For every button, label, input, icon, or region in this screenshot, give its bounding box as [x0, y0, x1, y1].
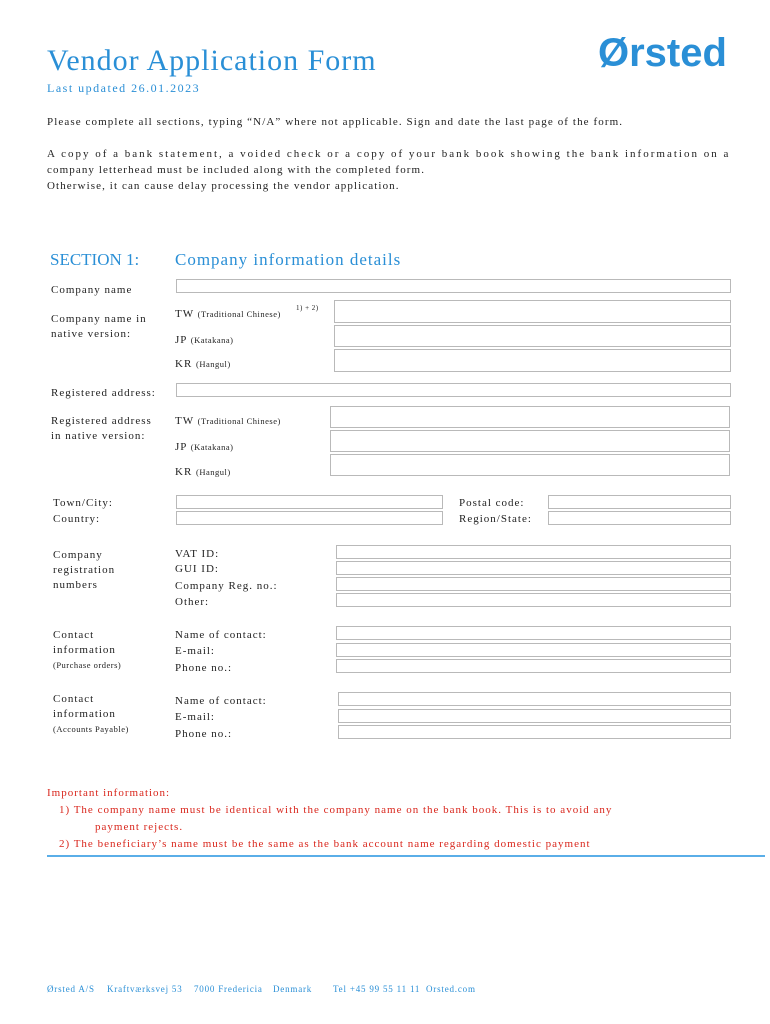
postal-label: Postal code:	[459, 497, 525, 509]
company-reg-field[interactable]	[336, 577, 731, 591]
ap-email-label: E-mail:	[175, 711, 215, 723]
gui-id-label: GUI ID:	[175, 563, 219, 575]
intro-line: Otherwise, it can cause delay processing the vendor application.	[47, 180, 400, 192]
native-kr-label: KR (Hangul)	[175, 358, 231, 370]
important-information	[47, 785, 747, 853]
reg-tw-field[interactable]	[330, 406, 730, 428]
other-field[interactable]	[336, 593, 731, 607]
po-email-field[interactable]	[336, 643, 731, 657]
reg-native-label-1: Registered address	[51, 415, 152, 427]
native-tw-field[interactable]	[334, 300, 731, 323]
reg-kr-field[interactable]	[330, 454, 730, 476]
region-field[interactable]	[548, 511, 731, 525]
contact-po-label: Contact information (Purchase orders)	[53, 629, 122, 670]
intro-paragraph-1: Please complete all sections, typing “N/A” where not applicable. Sign and date the last page of the form.	[47, 116, 624, 128]
other-label: Other:	[175, 596, 210, 608]
reg-tw-label: TW (Traditional Chinese)	[175, 415, 281, 427]
native-name-label: Company name in native version:	[51, 313, 147, 340]
reg-kr-label: KR (Hangul)	[175, 466, 231, 478]
intro-line: A copy of a bank statement, a voided check or a copy of your bank book showing the bank information on a	[47, 148, 731, 160]
divider-line	[47, 855, 765, 857]
registered-address-label: Registered address:	[51, 387, 156, 399]
ap-phone-field[interactable]	[338, 725, 731, 739]
footer-web[interactable]: Orsted.com	[426, 984, 476, 994]
native-jp-label: JP (Katakana)	[175, 334, 234, 346]
town-label: Town/City:	[53, 497, 113, 509]
native-jp-field[interactable]	[334, 325, 731, 347]
native-tw-footnote: 1) + 2)	[296, 304, 319, 312]
section-number: SECTION 1:	[50, 250, 140, 269]
po-phone-label: Phone no.:	[175, 662, 233, 674]
important-item-1-cont: payment rejects.	[95, 821, 184, 833]
native-kr-field[interactable]	[334, 349, 731, 372]
footer-country: Denmark	[273, 984, 313, 994]
last-updated: Last updated 26.01.2023	[47, 81, 201, 95]
po-name-label: Name of contact:	[175, 629, 267, 641]
company-name-field[interactable]	[176, 279, 731, 293]
ap-name-field[interactable]	[338, 692, 731, 706]
ap-phone-label: Phone no.:	[175, 728, 233, 740]
orsted-logo	[598, 30, 738, 74]
footer-company: Ørsted A/S	[47, 984, 95, 994]
ap-email-field[interactable]	[338, 709, 731, 723]
important-item-2: 2) The beneficiary’s name must be the same as the bank account name regarding domestic payment	[59, 838, 591, 850]
registered-address-field[interactable]	[176, 383, 731, 397]
footer-phone: Tel +45 99 55 11 11	[333, 984, 421, 994]
reg-jp-label: JP (Katakana)	[175, 441, 234, 453]
intro-line: company letterhead must be included along with the completed form.	[47, 164, 426, 176]
country-label: Country:	[53, 513, 101, 525]
footer-city: 7000 Fredericia	[194, 984, 263, 994]
reg-jp-field[interactable]	[330, 430, 730, 452]
company-name-label: Company name	[51, 284, 133, 296]
intro-paragraph-2	[47, 146, 737, 194]
important-heading: Important information:	[47, 787, 171, 799]
po-phone-field[interactable]	[336, 659, 731, 673]
vat-id-field[interactable]	[336, 545, 731, 559]
town-field[interactable]	[176, 495, 443, 509]
form-title: Vendor Application Form	[47, 44, 377, 77]
logo-text: Ørsted	[598, 31, 727, 74]
company-reg-label: Company Reg. no.:	[175, 580, 278, 592]
footer-street: Kraftværksvej 53	[107, 984, 183, 994]
postal-field[interactable]	[548, 495, 731, 509]
reg-native-label-2: in native version:	[51, 430, 146, 442]
section-title: Company information details	[175, 250, 402, 269]
important-item-1: 1) The company name must be identical with the company name on the bank book. This is to avoid any	[59, 804, 613, 816]
region-label: Region/State:	[459, 513, 532, 525]
contact-ap-label: Contact information (Accounts Payable)	[53, 693, 129, 734]
gui-id-field[interactable]	[336, 561, 731, 575]
po-name-field[interactable]	[336, 626, 731, 640]
po-email-label: E-mail:	[175, 645, 215, 657]
ap-name-label: Name of contact:	[175, 695, 267, 707]
vat-id-label: VAT ID:	[175, 548, 220, 560]
reg-numbers-label: Company registration numbers	[53, 549, 116, 591]
native-tw-label: TW (Traditional Chinese)	[175, 308, 281, 320]
country-field[interactable]	[176, 511, 443, 525]
